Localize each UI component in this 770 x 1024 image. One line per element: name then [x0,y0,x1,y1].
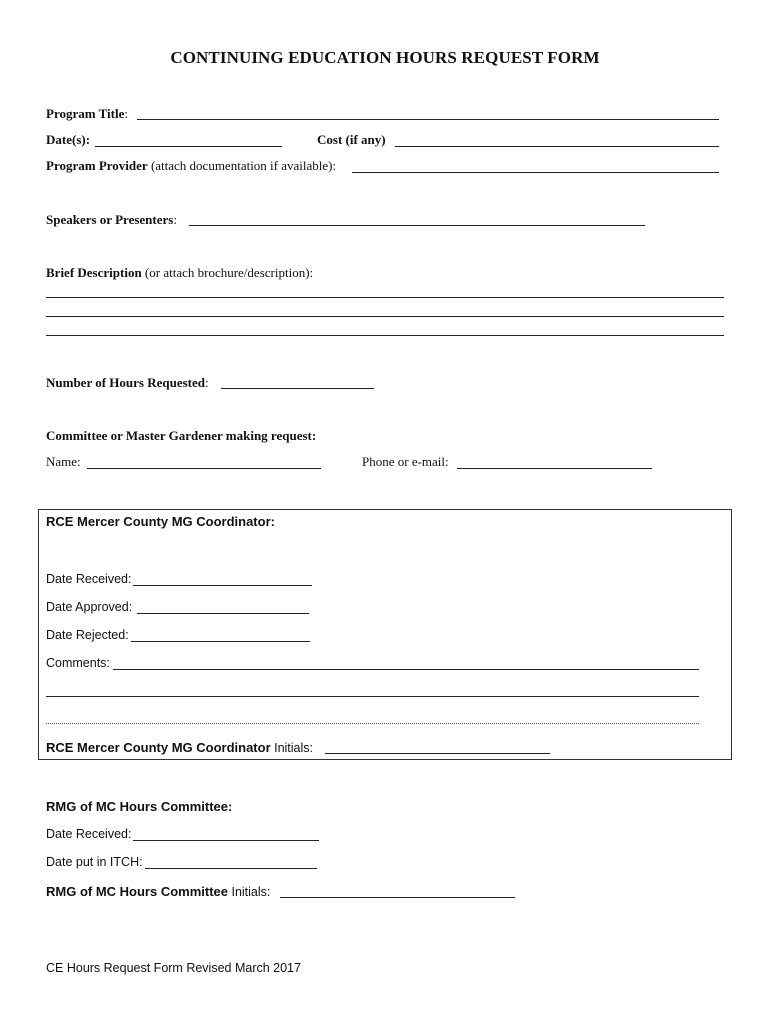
comm-initials-bold: RMG of MC Hours Committee [46,884,228,899]
hours-label [46,375,209,391]
committee-heading: RMG of MC Hours Committee: [46,799,233,814]
coord-date-approved-field[interactable] [137,613,309,614]
coord-comments-line-3[interactable] [46,723,699,724]
coord-comments-label: Comments: [46,656,110,670]
cost-label: Cost (if any) [317,132,386,147]
cost-field[interactable] [395,146,719,147]
description-line-3[interactable] [46,335,724,336]
provider-note: (attach documentation if available): [147,158,337,173]
coord-date-approved-label: Date Approved: [46,600,133,614]
speakers-text: Speakers or Presenters [46,212,174,227]
comm-date-received-field[interactable] [133,840,319,841]
program-title-text: Program Title [46,106,125,121]
comm-date-received-label: Date Received: [46,827,132,841]
coord-date-received-field[interactable] [133,585,312,586]
coord-initials-bold: RCE Mercer County MG Coordinator [46,740,271,755]
comm-date-itch-label: Date put in ITCH: [46,855,143,869]
description-note: (or attach brochure/description): [141,265,314,280]
coord-date-received-label: Date Received: [46,572,132,586]
speakers-field[interactable] [189,225,645,226]
dates-field[interactable] [95,146,282,147]
name-field[interactable] [87,468,321,469]
hours-colon: : [205,375,209,390]
provider-label [46,158,336,174]
comm-initials-label [46,883,270,901]
hours-field[interactable] [221,388,374,389]
dates-label: Date(s): [46,132,91,147]
provider-text: Program Provider [46,158,148,173]
description-line-2[interactable] [46,316,724,317]
description-line-1[interactable] [46,297,724,298]
hours-text: Number of Hours Requested [46,375,206,390]
comm-initials-field[interactable] [280,897,515,898]
provider-field[interactable] [352,172,719,173]
program-title-colon: : [124,106,128,121]
comm-initials-text: Initials: [228,885,271,899]
speakers-label [46,212,177,228]
coord-initials-label [46,739,313,757]
speakers-colon: : [173,212,177,227]
name-label: Name: [46,454,81,469]
phone-field[interactable] [457,468,652,469]
coord-date-rejected-field[interactable] [131,641,310,642]
coord-date-rejected-label: Date Rejected: [46,628,129,642]
description-label [46,265,313,281]
coord-comments-line-2[interactable] [46,696,699,697]
coord-comments-field[interactable] [113,669,699,670]
coordinator-heading: RCE Mercer County MG Coordinator: [46,514,275,529]
program-title-field[interactable] [137,119,719,120]
phone-label: Phone or e-mail: [362,454,449,469]
committee-label: Committee or Master Gardener making request: [46,428,317,443]
coord-initials-field[interactable] [325,753,550,754]
footer-revision: CE Hours Request Form Revised March 2017 [46,961,301,975]
form-title: CONTINUING EDUCATION HOURS REQUEST FORM [170,48,600,67]
description-text: Brief Description [46,265,142,280]
comm-date-itch-field[interactable] [145,868,317,869]
program-title-label [46,106,128,122]
coord-initials-text: Initials: [270,741,314,755]
